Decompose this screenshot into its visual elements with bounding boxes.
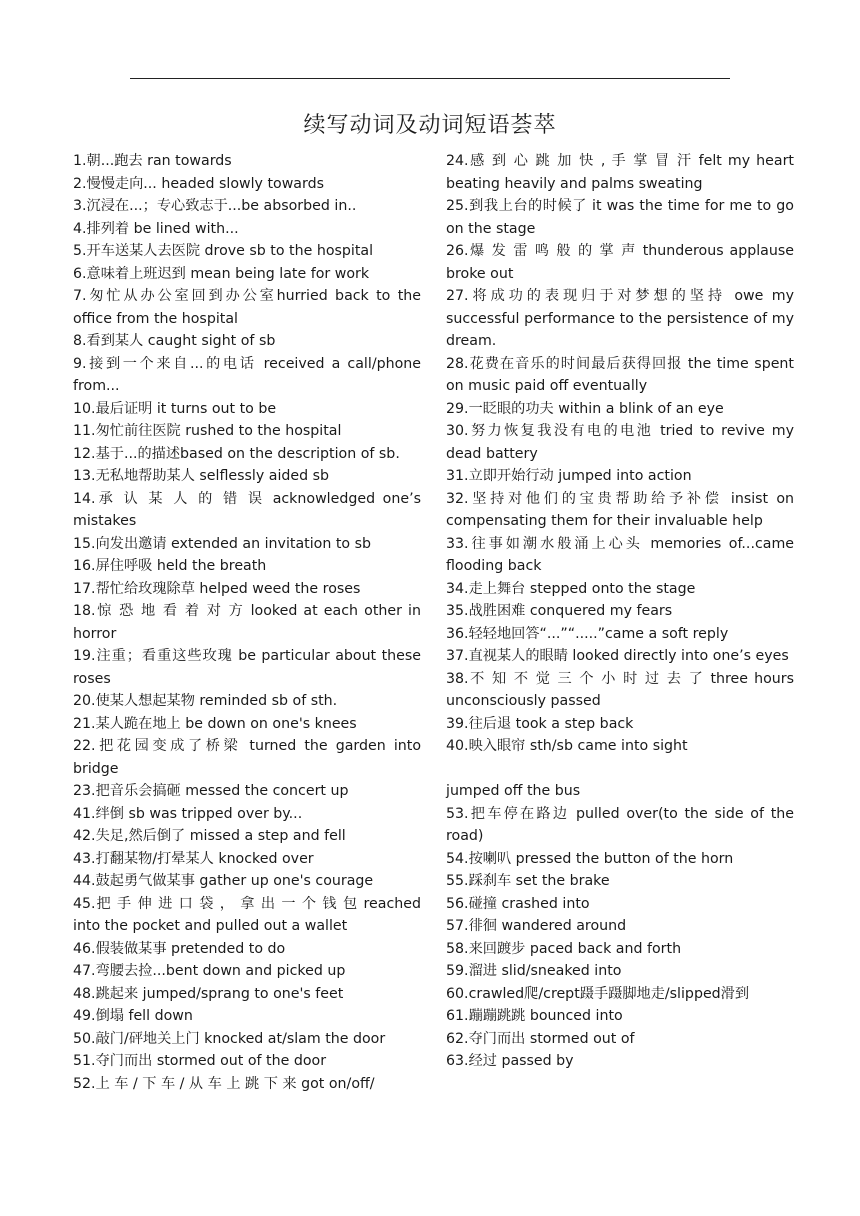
page-title: 续写动词及动词短语荟萃 — [303, 113, 557, 138]
phrase-item: 28.花费在音乐的时间最后获得回报 the time spent on music paid off eventually — [446, 355, 794, 394]
phrase-item: 39.往后退 took a step back — [446, 715, 634, 732]
phrase-item: 29.一眨眼的功夫 within a blink of an eye — [446, 400, 724, 417]
phrase-item: 51.夺门而出 stormed out of the door — [73, 1053, 327, 1069]
phrase-item: 58.来回踱步 paced back and forth — [446, 940, 682, 957]
phrase-item: 14.承 认 某 人 的 错 误 acknowledged one’s mistakes — [73, 490, 421, 529]
right-column — [446, 150, 794, 1073]
phrase-item: 42.失足,然后倒了 missed a step and fell — [73, 828, 346, 844]
phrase-item: 11.匆忙前往医院 rushed to the hospital — [73, 423, 342, 439]
phrase-item: 5.开车送某人去医院 drove sb to the hospital — [73, 243, 374, 259]
phrase-item: 15.向发出邀请 extended an invitation to sb — [73, 535, 371, 552]
phrase-item: 62.夺门而出 stormed out of — [446, 1030, 635, 1047]
phrase-item: 40.映入眼帘 sth/sb came into sight — [446, 738, 688, 754]
phrase-item: 38.不 知 不 觉 三 个 小 时 过 去 了 three hours unconsciously passed — [446, 670, 794, 709]
phrase-item: 19.注重；看重这些玫瑰 be particular about these roses — [73, 648, 421, 687]
phrase-item: 8.看到某人 caught sight of sb — [73, 333, 276, 349]
phrase-item: 13.无私地帮助某人 selflessly aided sb — [73, 468, 330, 484]
phrase-item: 17.帮忙给玫瑰除草 helped weed the roses — [73, 580, 361, 597]
phrase-item: 33.往事如潮水般涌上心头 memories of...came flooding back — [446, 535, 794, 574]
phrase-item: 46.假装做某事 pretended to do — [73, 940, 286, 957]
phrase-item: 48.跳起来 jumped/sprang to one's feet — [73, 985, 344, 1002]
phrase-item: 3.沉浸在...；专心致志于...be absorbed in.. — [73, 198, 357, 214]
phrase-item: 47.弯腰去捡...bent down and picked up — [73, 963, 346, 979]
phrase-item: 6.意味着上班迟到 mean being late for work — [73, 265, 370, 282]
phrase-item: 34.走上舞台 stepped onto the stage — [446, 580, 696, 597]
phrase-item: 53.把车停在路边 pulled over(to the side of the road) — [446, 805, 794, 844]
phrase-item: 50.敲门/砰地关上门 knocked at/slam the door — [73, 1030, 386, 1047]
phrase-item: 52.上 车 / 下 车 / 从 车 上 跳 下 来 got on/off/ — [73, 1075, 375, 1092]
phrase-item: 20.使某人想起某物 reminded sb of sth. — [73, 693, 338, 709]
phrase-item: 1.朝...跑去 ran towards — [73, 153, 232, 169]
phrase-item: 23.把音乐会搞砸 messed the concert up — [73, 783, 349, 799]
phrase-item: 59.溜进 slid/sneaked into — [446, 963, 622, 979]
phrase-item: 10.最后证明 it turns out to be — [73, 400, 277, 417]
phrase-item: 22.把花园变成了桥梁 turned the garden into bridge — [73, 738, 421, 777]
left-column — [73, 150, 421, 1095]
phrase-item: 26.爆 发 雷 鸣 般 的 掌 声 thunderous applause broke out — [446, 243, 794, 282]
phrase-item: 25.到我上台的时候了 it was the time for me to go on the stage — [446, 198, 794, 237]
phrase-item: 32.坚持对他们的宝贵帮助给予补偿 insist on compensating them for their invaluable help — [446, 490, 794, 529]
header-rule — [130, 78, 730, 79]
phrase-item: 18.惊 恐 地 看 着 对 方 looked at each other in horror — [73, 603, 421, 642]
phrase-item: 12.基于...的描述based on the description of sb. — [73, 445, 400, 462]
phrase-item: 57.徘徊 wandered around — [446, 918, 627, 934]
phrase-item: 9.接到一个来自...的电话 received a call/phone from... — [73, 355, 421, 394]
phrase-item: 31.立即开始行动 jumped into action — [446, 468, 692, 484]
phrase-item: 49.倒塌 fell down — [73, 1008, 193, 1024]
phrase-item: 2.慢慢走向... headed slowly towards — [73, 175, 324, 192]
phrase-item: 30.努力恢复我没有电的电池 tried to revive my dead battery — [446, 423, 794, 462]
phrase-item: 45.把 手 伸 进 口 袋 ， 拿 出 一 个 钱 包 reached into the pocket and pulled out a wallet — [73, 895, 421, 934]
phrase-item: 60.crawled爬/crept蹑手蹑脚地走/slipped滑到 — [446, 985, 750, 1002]
phrase-item: 27.将成功的表现归于对梦想的坚持 owe my successful performance to the persistence of my dream. — [446, 288, 794, 349]
phrase-item: 63.经过 passed by — [446, 1053, 574, 1069]
phrase-item: 21.某人跪在地上 be down on one's knees — [73, 715, 357, 732]
phrase-item: 44.鼓起勇气做某事 gather up one's courage — [73, 873, 374, 889]
phrase-item: 36.轻轻地回答“...”“.....”came a soft reply — [446, 625, 729, 642]
phrase-item: 37.直视某人的眼睛 looked directly into one’s eyes — [446, 648, 789, 664]
phrase-item: 35.战胜困难 conquered my fears — [446, 603, 673, 619]
phrase-item: 24.感 到 心 跳 加 快 , 手 掌 冒 汗 felt my heart beating heavily and palms sweating — [446, 153, 794, 192]
phrase-item: 7.匆忙从办公室回到办公室hurried back to the office from the hospital — [73, 288, 421, 327]
phrase-item: 61.蹦蹦跳跳 bounced into — [446, 1008, 623, 1024]
blank-line — [446, 758, 794, 781]
phrase-item: 4.排列着 be lined with... — [73, 220, 239, 237]
phrase-item: 55.踩刹车 set the brake — [446, 873, 610, 889]
phrase-item: 56.碰撞 crashed into — [446, 895, 590, 912]
phrase-item: 54.按喇叭 pressed the button of the horn — [446, 850, 734, 867]
phrase-item: jumped off the bus — [446, 783, 581, 799]
phrase-item: 16.屏住呼吸 held the breath — [73, 558, 267, 574]
phrase-item: 43.打翻某物/打晕某人 knocked over — [73, 850, 314, 867]
phrase-item: 41.绊倒 sb was tripped over by... — [73, 805, 303, 822]
